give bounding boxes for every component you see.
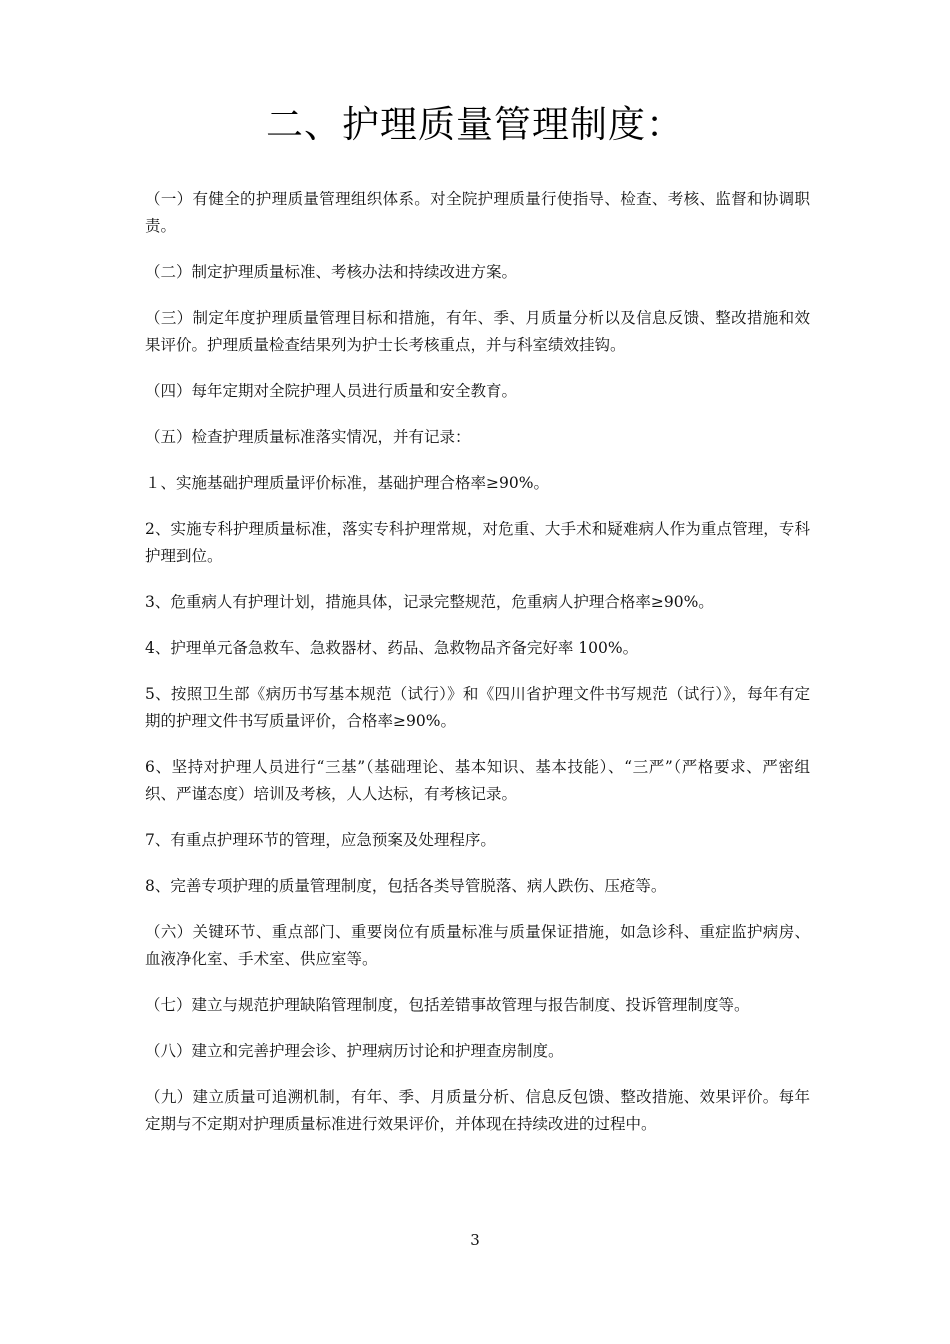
- paragraph-16: （八）建立和完善护理会诊、护理病历讨论和护理查房制度。: [145, 1042, 564, 1060]
- paragraph-11: 6、坚持对护理人员进行“三基”（基础理论、基本知识、基本技能）、“三严”（严格要求、严密组织、严谨态度）培训及考核，人人达标，有考核记录。: [145, 758, 810, 803]
- paragraph-5: （五）检查护理质量标准落实情况，并有记录：: [145, 428, 471, 446]
- paragraph-1: （一）有健全的护理质量管理组织体系。对全院护理质量行使指导、检查、考核、监督和协调职责。: [145, 190, 810, 235]
- page-number: 3: [470, 1231, 480, 1249]
- document-body: [145, 186, 810, 1157]
- paragraph-10: 5、按照卫生部《病历书写基本规范（试行）》和《四川省护理文件书写规范（试行）》，每年有定期的护理文件书写质量评价，合格率≥90%。: [145, 685, 810, 730]
- paragraph-7: 2、实施专科护理质量标准，落实专科护理常规，对危重、大手术和疑难病人作为重点管理，专科护理到位。: [145, 520, 810, 565]
- page-title: 二、护理质量管理制度：: [266, 103, 684, 146]
- paragraph-12: 7、有重点护理环节的管理，应急预案及处理程序。: [145, 831, 496, 849]
- paragraph-6: １、实施基础护理质量评价标准，基础护理合格率≥90%。: [145, 474, 549, 492]
- paragraph-15: （七）建立与规范护理缺陷管理制度，包括差错事故管理与报告制度、投诉管理制度等。: [145, 996, 750, 1014]
- paragraph-17: （九）建立质量可追溯机制，有年、季、月质量分析、信息反包馈、整改措施、效果评价。每年定期与不定期对护理质量标准进行效果评价，并体现在持续改进的过程中。: [145, 1088, 810, 1133]
- paragraph-14: （六）关键环节、重点部门、重要岗位有质量标准与质量保证措施，如急诊科、重症监护病房、血液净化室、手术室、供应室等。: [145, 923, 810, 968]
- paragraph-3: （三）制定年度护理质量管理目标和措施，有年、季、月质量分析以及信息反馈、整改措施和效果评价。护理质量检查结果列为护士长考核重点，并与科室绩效挂钩。: [145, 309, 810, 354]
- paragraph-4: （四）每年定期对全院护理人员进行质量和安全教育。: [145, 382, 518, 400]
- paragraph-13: 8、完善专项护理的质量管理制度，包括各类导管脱落、病人跌伤、压疮等。: [145, 877, 667, 895]
- paragraph-9: 4、护理单元备急救车、急救器材、药品、急救物品齐备完好率 100%。: [145, 639, 639, 657]
- paragraph-2: （二）制定护理质量标准、考核办法和持续改进方案。: [145, 263, 518, 281]
- paragraph-8: 3、危重病人有护理计划，措施具体，记录完整规范，危重病人护理合格率≥90%。: [145, 593, 714, 611]
